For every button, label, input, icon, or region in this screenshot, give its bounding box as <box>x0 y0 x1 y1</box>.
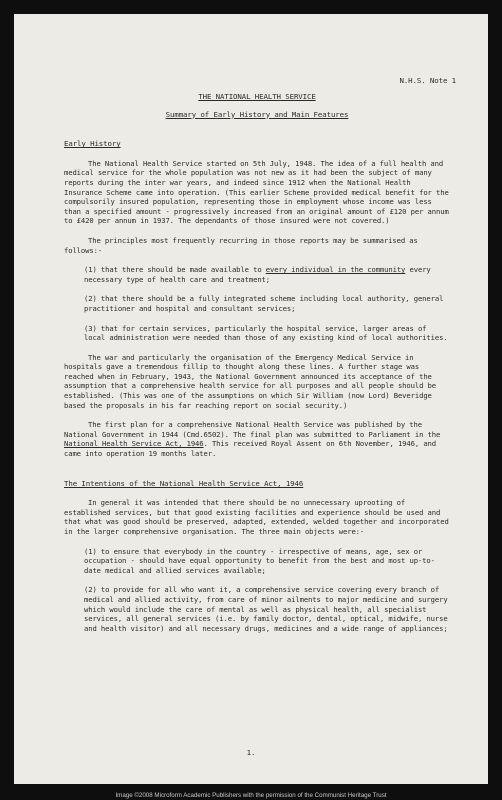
document-page <box>14 14 488 784</box>
document-title: THE NATIONAL HEALTH SERVICE <box>198 92 316 101</box>
paragraph-first-plan-pre: The first plan for a comprehensive National Health Service was published by the National Government in 1944 (Cmd.6502). The final plan was submitted to Parliament in the <box>64 420 441 439</box>
section-heading-early-history: Early History <box>64 139 121 149</box>
objective-item-1: (1) to ensure that everybody in the country - irrespective of means, age, sex or occupation - should have equal opportunity to benefit from the best and most up-to-date medical and allied services available; <box>84 546 435 575</box>
document-reference: N.H.S. Note 1 <box>399 76 456 85</box>
principle-item-3: (3) that for certain services, particularly the hospital service, larger areas of local administration were needed than those of any existing kind of local authorities. <box>84 323 448 343</box>
principle-item-1-post: every necessary type of health care and treatment; <box>84 265 431 284</box>
principle-item-1 <box>84 265 450 284</box>
principle-item-1-pre: (1) that there should be made available to <box>84 265 266 275</box>
image-credit: Image ©2008 Microform Academic Publishers with the permission of the Communist Heritage Trust <box>115 792 387 799</box>
paragraph-first-plan-act-name: National Health Service Act, 1946 <box>64 439 204 449</box>
paragraph-start-date: The National Health Service started on 5th July, 1948. The idea of a full health and medical service for the whole population was not new as it had been the subject of many reports during the inter war years, and indeed since 1912 when the National Health Insurance Scheme came into operation. (This earlier Scheme provided medical benefit for the compulsorily insured population, representing those in employment whose income was less than a specified amount - progressively increased from an original amount of £120 per annum to £420 per annum in 1937. The dependants of those insured were not covered.) <box>64 158 449 226</box>
paragraph-first-plan <box>64 420 450 458</box>
section-heading-intentions: The Intentions of the National Health Service Act, 1946 <box>64 478 304 488</box>
objective-item-2: (2) to provide for all who want it, a comprehensive service covering every branch of medical and allied activity, from care of minor ailments to major medicine and surgery which would include the care of mental as well as physical health, all specialist services, all general services (i.e. by family doctor, dental, optical, midwife, nurse and health visitor) and all necessary drugs, medicines and a wide range of appliances; <box>84 585 448 633</box>
paragraph-principles-intro: The principles most frequently recurring in those reports may be summarised as follows:- <box>64 235 418 255</box>
document-subtitle: Summary of Early History and Main Features <box>165 109 349 119</box>
principle-item-2: (2) that there should be a fully integrated scheme including local authority, general practitioner and hospital and consultant services; <box>84 294 444 313</box>
page-number: 1. <box>246 748 256 757</box>
paragraph-intentions: In general it was intended that there should be no unnecessary uprooting of established services, but that good existing facilities and experience should be used and that what was good should be preserved, adapted, extended, welded together and incorporated in the larger comprehensive organisation. The three main objects were:- <box>64 498 449 536</box>
principle-item-1-underlined: every individual in the community <box>265 265 406 275</box>
paragraph-war-organisation: The war and particularly the organisation of the Emergency Medical Service in hospitals gave a tremendous fillip to thought along these lines. A further stage was reached when in February, 1943, the National Government announced its acceptance of the assumption that a comprehensive health service for all purposes and all people should be established. (This was one of the assumptions on which Sir William (now Lord) Beveridge based the proposals in his far reaching report on social security.) <box>64 352 436 410</box>
paragraph-first-plan-post: . This received Royal Assent on 6th November, 1946, and came into operation 19 months later. <box>64 439 436 459</box>
